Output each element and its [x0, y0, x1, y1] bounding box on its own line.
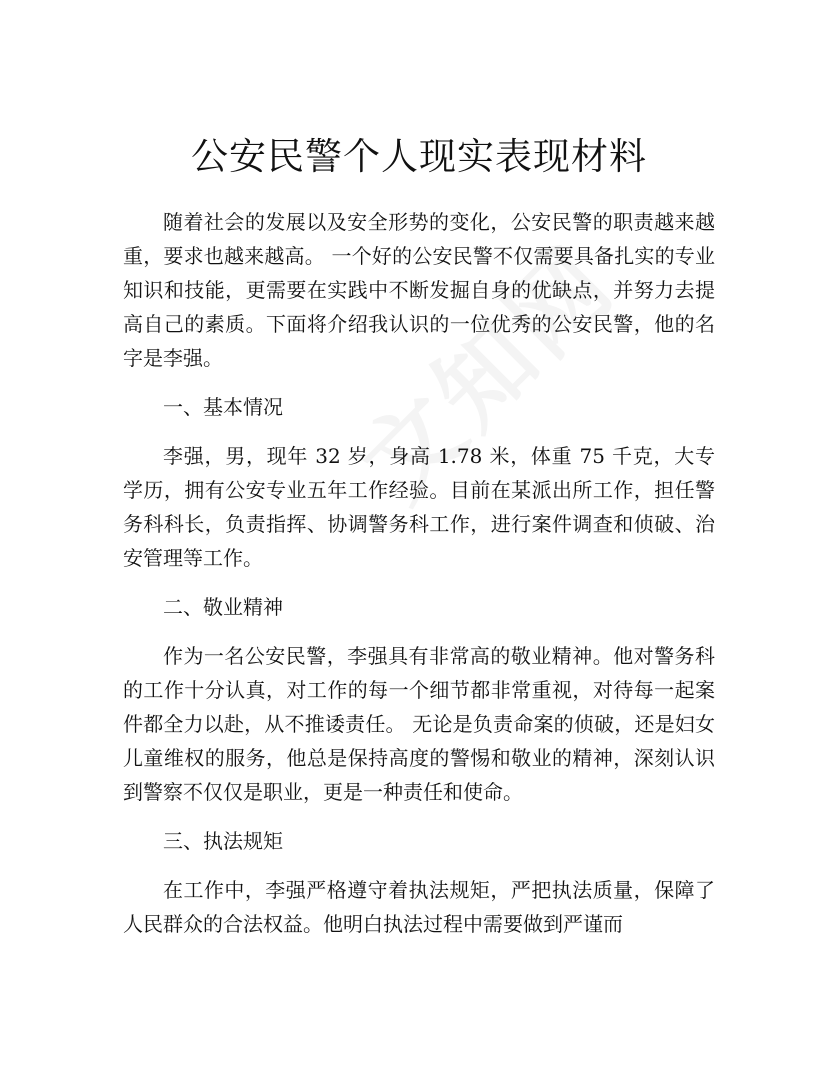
- document-body: [123, 205, 715, 956]
- paragraph-intro: 随着社会的发展以及安全形势的变化，公安民警的职责越来越重，要求也越来越高。 一个好的公安民警不仅需要具备扎实的专业知识和技能，更需要在实践中不断发掘自身的优缺点，并努力去提高自己的素质。下面将介绍我认识的一位优秀的公安民警，他的名字是李强。: [123, 210, 715, 370]
- document-title: 公安民警个人现实表现材料: [191, 135, 647, 178]
- paragraph-basic-info: 李强，男，现年 32 岁，身高 1.78 米，体重 75 千克，大专学历，拥有公安专业五年工作经验。目前在某派出所工作，担任警务科科长，负责指挥、协调警务科工作，进行案件调查和侦破、治安管理等工作。: [123, 444, 715, 570]
- paragraph-law-enforcement: 在工作中，李强严格遵守着执法规矩，严把执法质量，保障了人民群众的合法权益。他明白执法过程中需要做到严谨而: [123, 878, 715, 936]
- paragraph-dedication: 作为一名公安民警，李强具有非常高的敬业精神。他对警务科的工作十分认真，对工作的每一个细节都非常重视，对待每一起案件都全力以赴，从不推诿责任。 无论是负责命案的侦破，还是妇女儿童维权的服务，他总是保持高度的警惕和敬业的精神，深刻认识到警察不仅仅是职业，更是一种责任和使命。: [123, 644, 715, 804]
- section-heading-basic-info: 一、基本情况: [163, 395, 283, 419]
- section-heading-law-enforcement: 三、执法规矩: [163, 829, 283, 853]
- section-heading-dedication: 二、敬业精神: [163, 595, 283, 619]
